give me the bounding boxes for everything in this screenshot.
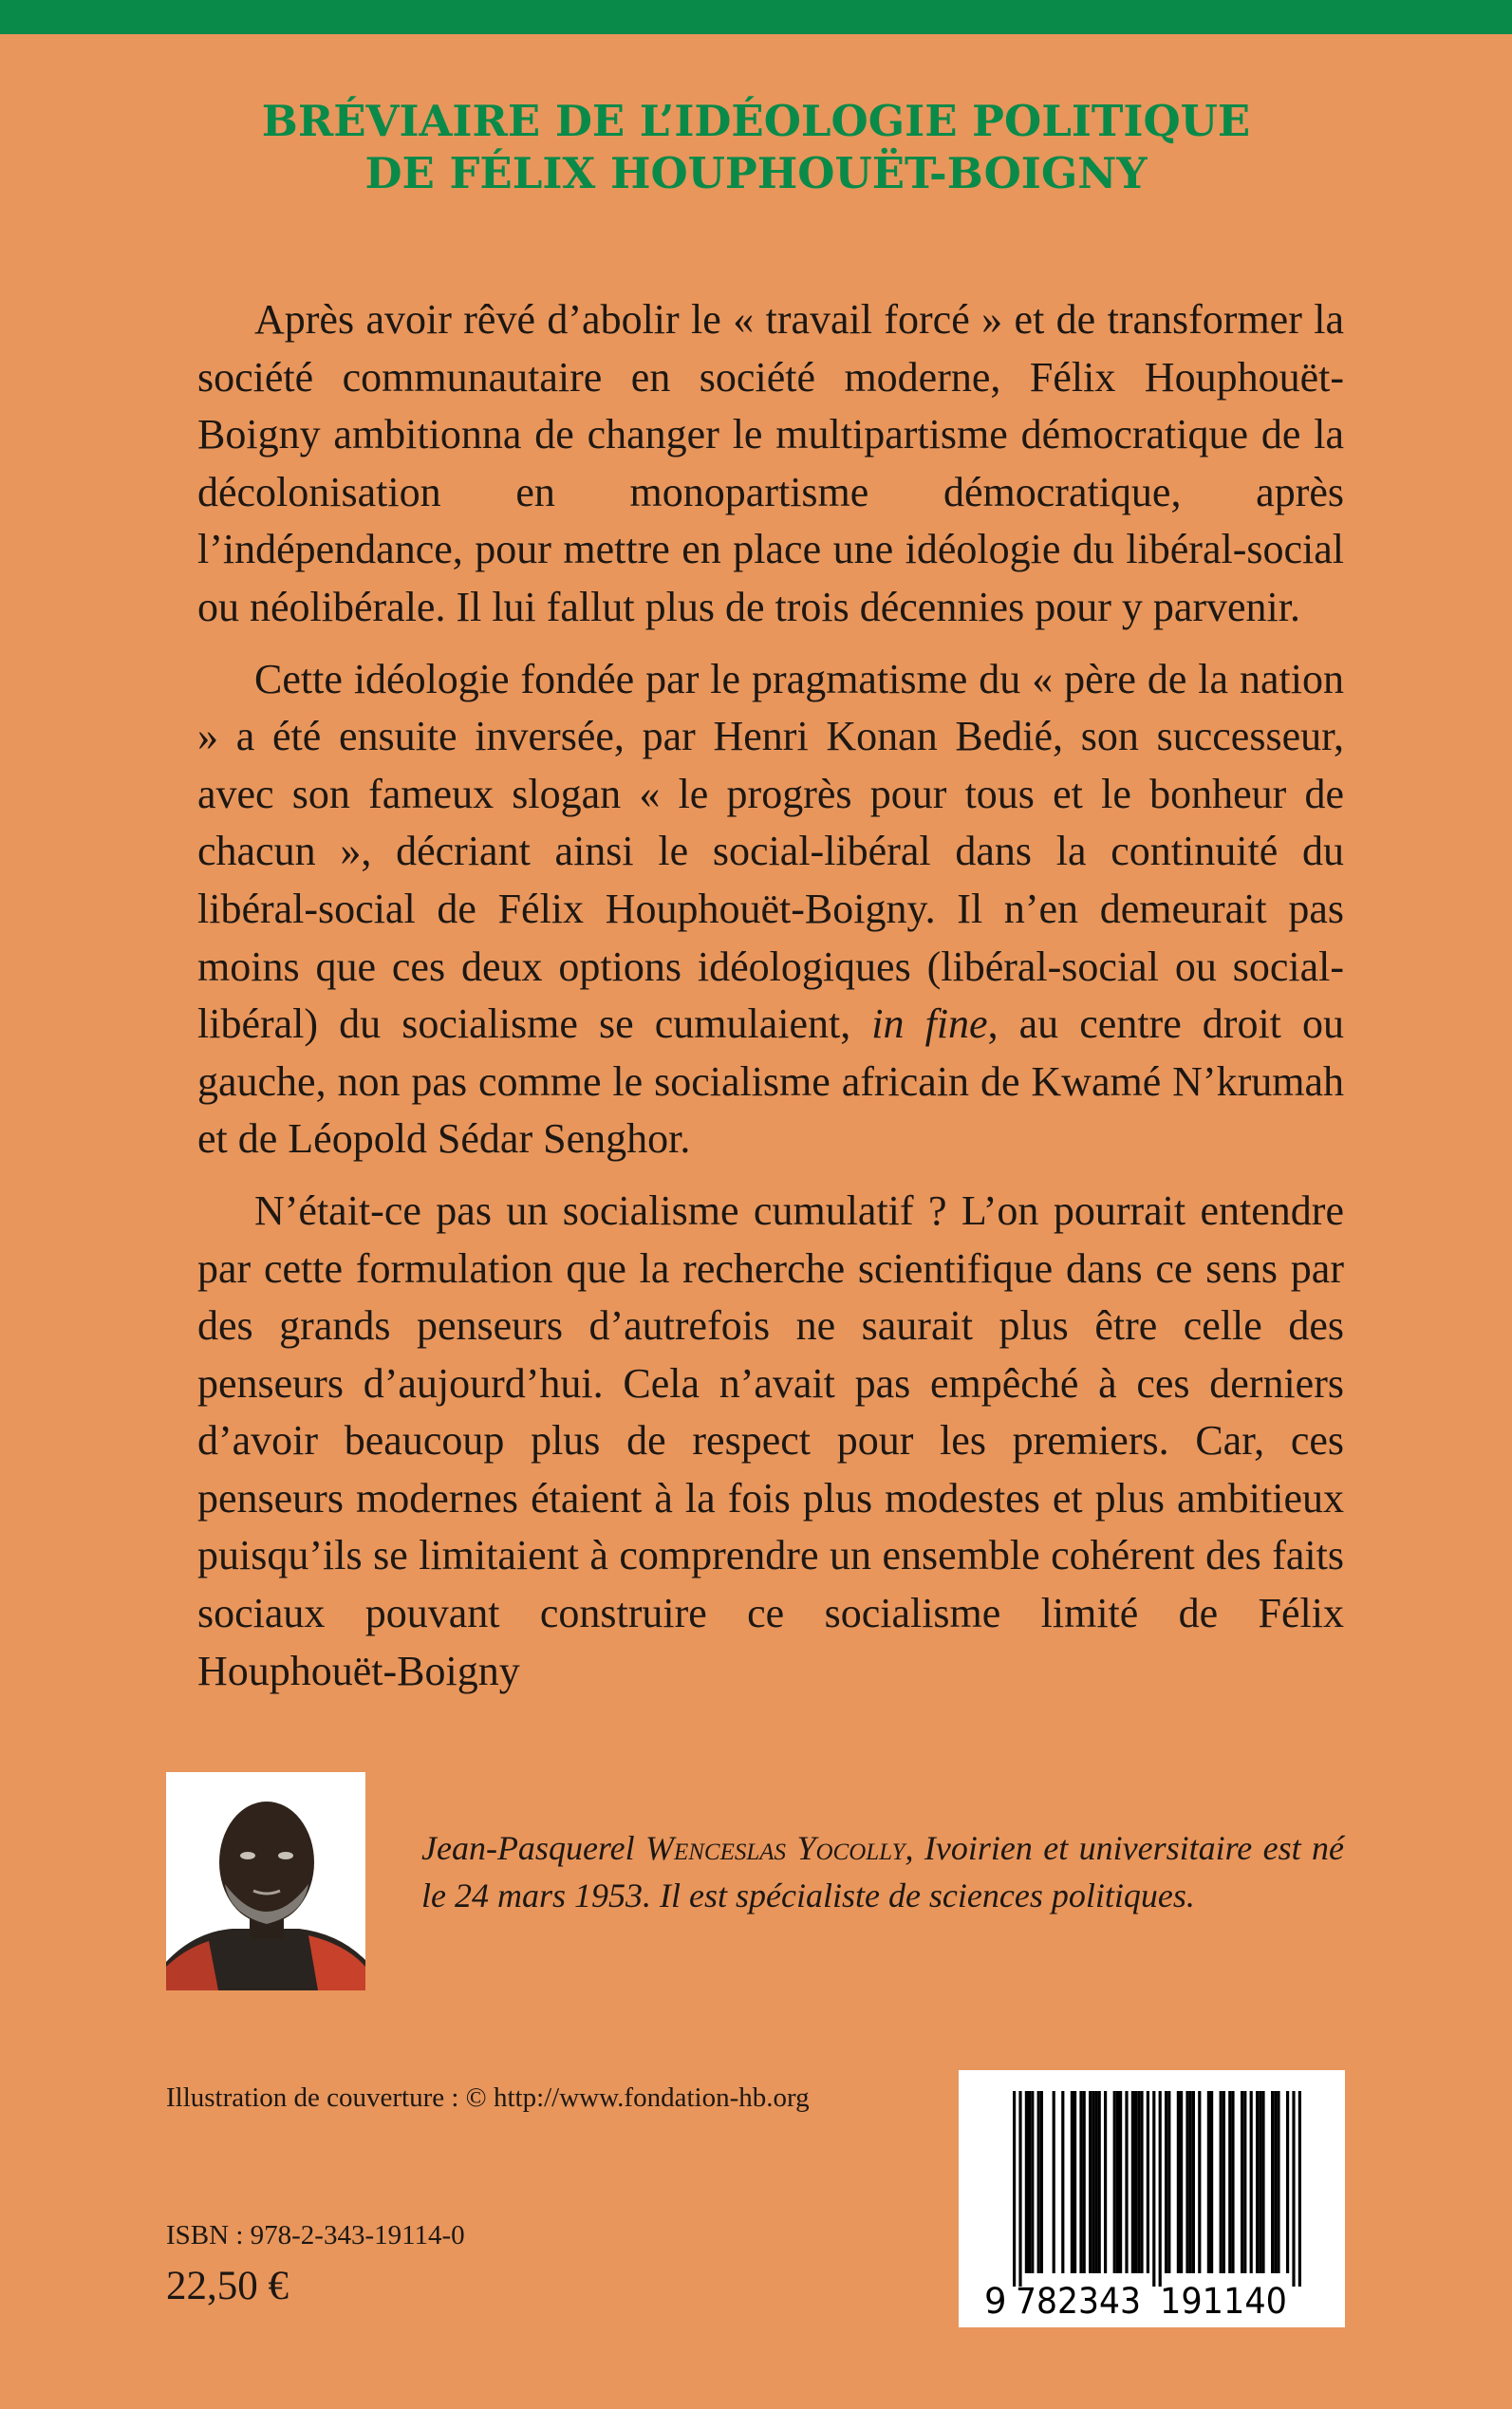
barcode-bar: [1031, 2091, 1034, 2273]
barcode-bar: [1223, 2091, 1225, 2273]
barcode-bar: [1018, 2091, 1021, 2287]
barcode-bar: [1210, 2091, 1213, 2273]
barcode-bar: [1147, 2091, 1149, 2273]
ean-barcode: [959, 2070, 1345, 2327]
barcode-bar: [1152, 2091, 1155, 2287]
blurb-paragraph-2: [197, 651, 1344, 1168]
author-photo: [166, 1772, 365, 1990]
barcode-bar: [1259, 2091, 1261, 2273]
barcode-bar: [1025, 2091, 1028, 2273]
barcode-bar: [1040, 2091, 1043, 2273]
barcode-bars: [1013, 2091, 1301, 2287]
barcode-bar: [1228, 2091, 1231, 2273]
isbn: ISBN : 978-2-343-19114-0: [166, 2220, 465, 2250]
barcode-bar: [1292, 2091, 1295, 2287]
barcode-bar: [1167, 2091, 1170, 2273]
barcode-bar: [1028, 2091, 1031, 2273]
barcode-bar: [1192, 2091, 1195, 2273]
price: 22,50 €: [166, 2264, 289, 2308]
barcode-bar: [1092, 2091, 1094, 2273]
barcode-bar: [1198, 2091, 1201, 2273]
barcode-bar: [1274, 2091, 1277, 2273]
barcode-bar: [1140, 2091, 1143, 2273]
barcode-bar: [1185, 2091, 1188, 2273]
barcode-bar: [1180, 2091, 1183, 2273]
blurb-p2-italic: in fine: [871, 1000, 988, 1048]
book-title: [0, 95, 1512, 199]
barcode-bar: [1134, 2091, 1137, 2273]
barcode-bar: [1207, 2091, 1210, 2273]
blurb-p2-end: , au centre droit ou gauche, non pas comme le socialisme africain de Kwamé N’krumah et de Léopold Sédar Senghor.: [197, 1000, 1344, 1163]
barcode-bar: [1277, 2091, 1279, 2273]
blurb-p2-start: Cette idéologie fondée par le pragmatisme du « père de la nation » a été ensuite inversée, par Henri Konan Bedié, son successeur, avec son fameux slogan « le progrès pour tous et le bonheur de chacun », décriant ainsi le social-libéral dans la continuité du libéral-social de Félix Houphouët-Boigny. Il n’en demeurait pas moins que ces deux options idéologiques (libéral-social ou social-libéral) du socialisme se cumulaient,: [197, 655, 1344, 1048]
barcode-bar: [1220, 2091, 1223, 2273]
barcode-bar: [1250, 2091, 1253, 2273]
illustration-credit: Illustration de couverture : © http://www.fondation-hb.org: [166, 2082, 810, 2113]
barcode-bar: [1231, 2091, 1234, 2273]
title-line-2: DE FÉLIX HOUPHOUËT-BOIGNY: [364, 148, 1148, 198]
barcode-bar: [1053, 2091, 1055, 2273]
author-first-name: Jean-Pasquerel: [421, 1829, 635, 1867]
author-last-name: Wenceslas Yocolly: [644, 1829, 905, 1867]
barcode-bar: [1061, 2091, 1064, 2273]
barcode-bar: [1159, 2091, 1162, 2287]
barcode-bar: [1037, 2091, 1040, 2273]
barcode-bar: [1298, 2091, 1301, 2287]
barcode-bar: [1165, 2091, 1167, 2273]
author-bio-text: , Ivoirien et universitaire est né le 24 mars 1953. Il est spécialiste de sciences politiques.: [421, 1829, 1345, 1914]
title-line-1: BRÉVIAIRE DE L’IDÉOLOGIE POLITIQUE: [261, 96, 1251, 146]
barcode-panel: [959, 2070, 1345, 2327]
barcode-bar: [1079, 2091, 1082, 2273]
barcode-bar: [1013, 2091, 1016, 2287]
barcode-bar: [1131, 2091, 1134, 2273]
barcode-left-digits: 782343: [1016, 2281, 1141, 2322]
author-bio: [421, 1824, 1344, 1919]
author-portrait-illustration: [166, 1772, 365, 1990]
barcode-bar: [1241, 2091, 1243, 2273]
barcode-bar: [1189, 2091, 1192, 2273]
barcode-bar: [1256, 2091, 1259, 2273]
top-green-band: [0, 0, 1512, 34]
barcode-bar: [1098, 2091, 1101, 2273]
blurb-paragraph-3: N’était-ce pas un socialisme cumulatif ? L’on pourrait entendre par cette formulation que la recherche scientifique dans ce sens par des grands penseurs d’autrefois ne saurait plus être celle des penseurs d’aujourd’hui. Cela n’avait pas empêché à ces derniers d’avoir beaucoup plus de respect pour les premiers. Car, ces penseurs modernes étaient à la fois plus modestes et plus ambitieux puisqu’ils se limitaient à comprendre un ensemble cohérent des faits sociaux pouvant construire ce socialisme limité de Félix Houphouët-Boigny: [197, 1186, 1344, 1694]
barcode-bar: [1286, 2091, 1289, 2273]
barcode-bar: [1104, 2091, 1107, 2273]
barcode-bar: [1071, 2091, 1073, 2273]
barcode-bar: [1137, 2091, 1140, 2273]
barcode-bar: [1119, 2091, 1122, 2273]
barcode-bar: [1116, 2091, 1119, 2273]
barcode-bar: [1083, 2091, 1086, 2273]
barcode-first-digit: 9: [984, 2281, 1007, 2322]
barcode-right-digits: 191140: [1160, 2281, 1287, 2322]
barcode-bar: [1243, 2091, 1246, 2273]
barcode-bar: [1261, 2091, 1264, 2273]
back-cover-blurb: [197, 291, 1344, 1714]
barcode-bar: [1271, 2091, 1274, 2273]
barcode-bar: [1113, 2091, 1116, 2273]
barcode-bar: [1073, 2091, 1076, 2273]
blurb-paragraph-1: Après avoir rêvé d’abolir le « travail forcé » et de transformer la société communautaire en société moderne, Félix Houphouët-Boigny ambitionna de changer le multipartisme démocratique de la décolonisation en monopartisme démocratique, après l’indépendance, pour mettre en place une idéologie du libéral-social ou néolibérale. Il lui fallut plus de trois décennies pour y parvenir.: [197, 296, 1344, 630]
barcode-bar: [1177, 2091, 1180, 2273]
barcode-bar: [1089, 2091, 1092, 2273]
barcode-bar: [1125, 2091, 1128, 2273]
barcode-bar: [1094, 2091, 1097, 2273]
